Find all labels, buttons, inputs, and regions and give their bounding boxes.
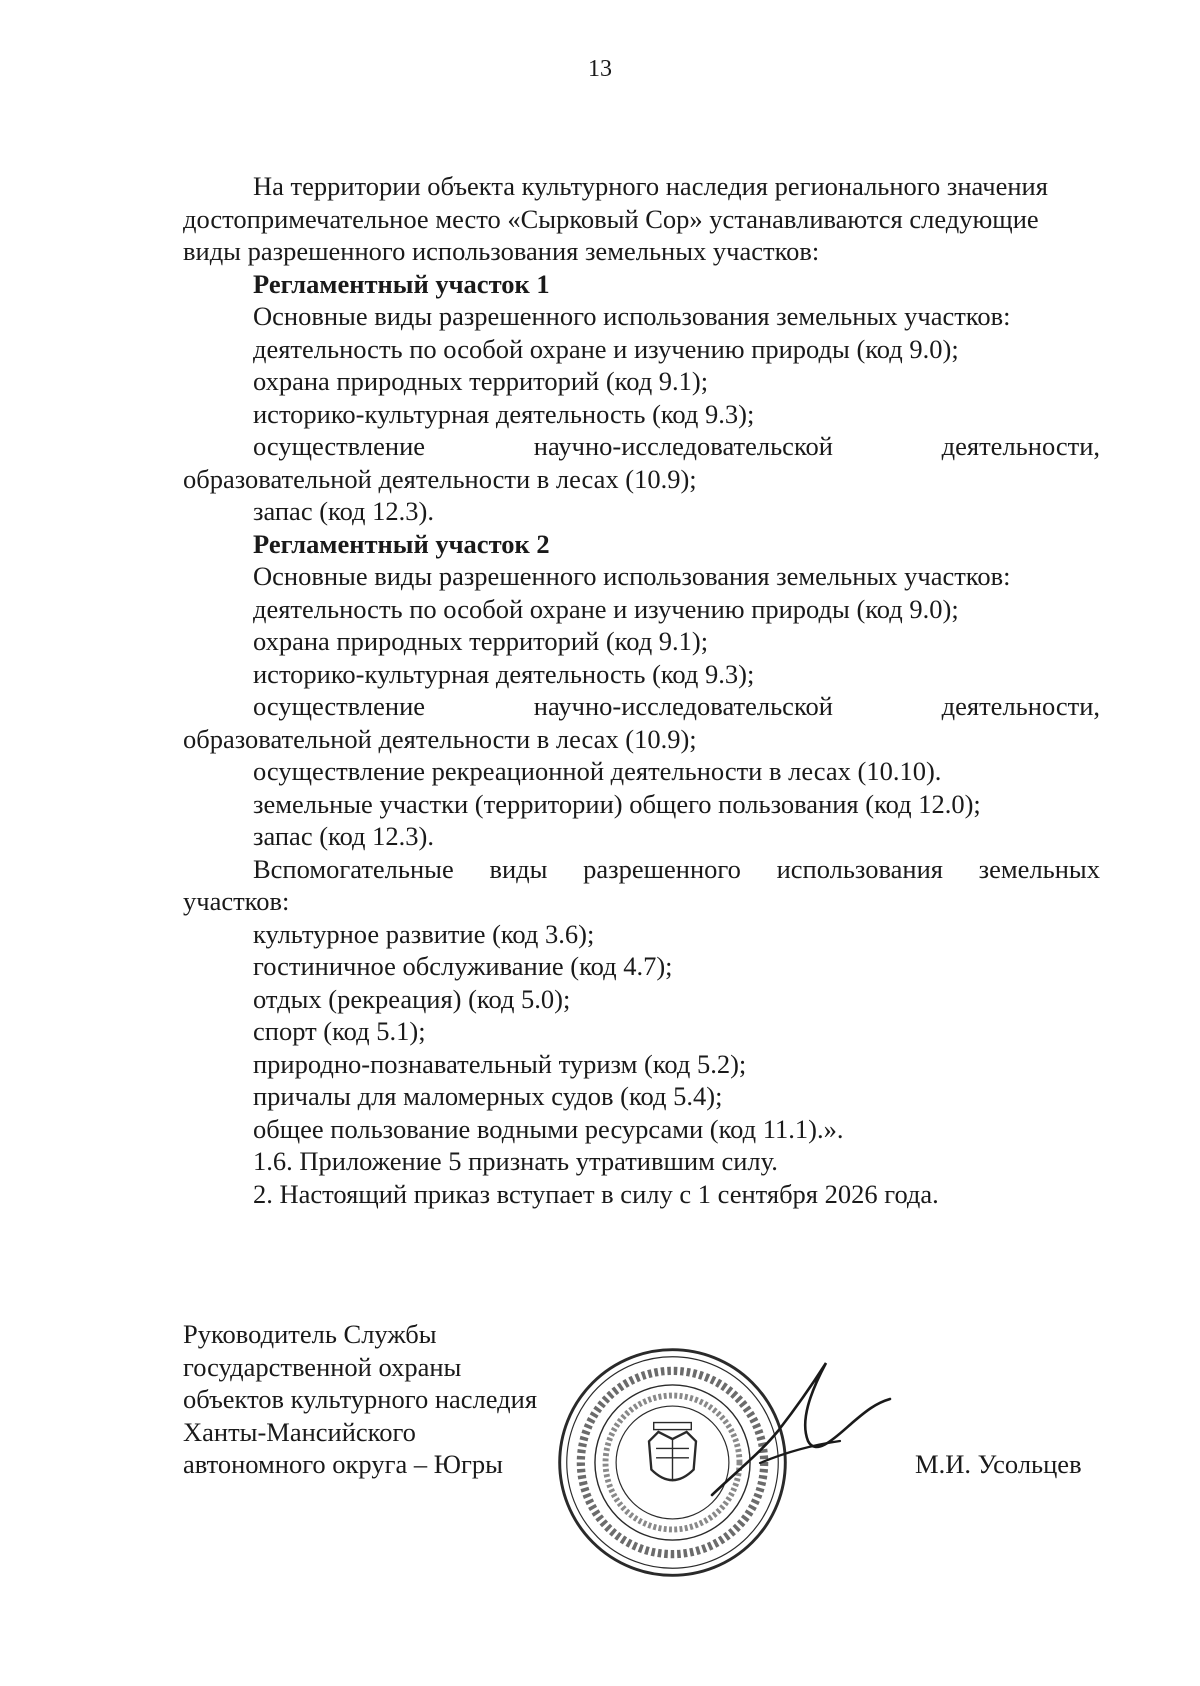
section-2-item: деятельность по особой охране и изучению природы (код 9.0); — [253, 593, 959, 624]
section-2-heading: Регламентный участок 2 — [253, 528, 550, 559]
section-1-heading: Регламентный участок 1 — [253, 268, 550, 299]
section-2-item: запас (код 12.3). — [253, 821, 434, 851]
section-2-main-label: Основные виды разрешенного использования земельных участков: — [253, 561, 1011, 591]
section-1-item: деятельность по особой охране и изучению природы (код 9.0); — [253, 333, 959, 364]
document-body — [183, 170, 1100, 1210]
section-2-item: осуществление рекреационной деятельности в лесах (10.10). — [253, 756, 942, 786]
section-2-aux-item: гостиничное обслуживание (код 4.7); — [253, 951, 673, 981]
section-1-item: историко-культурная деятельность (код 9.3); — [253, 398, 755, 429]
section-1-item-continuation: образовательной деятельности в лесах (10.9); — [183, 463, 697, 494]
section-2-item-continuation: образовательной деятельности в лесах (10.9); — [183, 723, 697, 754]
handwritten-signature-icon — [700, 1345, 900, 1515]
clause-2: 2. Настоящий приказ вступает в силу с 1 сентября 2026 года. — [253, 1178, 939, 1209]
intro-line-2: достопримечательное место «Сырковый Сор» устанавливаются следующие — [183, 203, 1039, 234]
signer-name: М.И. Усольцев — [915, 1449, 1082, 1479]
section-1-main-label: Основные виды разрешенного использования земельных участков: — [253, 301, 1011, 331]
clause-1-6: 1.6. Приложение 5 признать утратившим силу. — [253, 1146, 778, 1176]
section-2-aux-item: спорт (код 5.1); — [253, 1016, 426, 1046]
intro-line-1: На территории объекта культурного наследия регионального значения — [253, 171, 1048, 201]
section-1-item: осуществление научно-исследовательской деятельности, — [253, 431, 1100, 461]
section-2-aux-item: общее пользование водными ресурсами (код 11.1).». — [253, 1113, 844, 1144]
section-2-aux-item: причалы для маломерных судов (код 5.4); — [253, 1081, 723, 1111]
section-1-item: охрана природных территорий (код 9.1); — [253, 366, 709, 396]
section-2-item: историко-культурная деятельность (код 9.3); — [253, 658, 755, 689]
signatory-title-line: объектов культурного наследия — [183, 1384, 538, 1414]
signatory-title-line: Руководитель Службы — [183, 1319, 437, 1349]
intro-line-3: виды разрешенного использования земельных участков: — [183, 236, 820, 266]
section-2-aux-item: отдых (рекреация) (код 5.0); — [253, 983, 571, 1014]
section-2-item: осуществление научно-исследовательской деятельности, — [253, 691, 1100, 721]
section-2-item: земельные участки (территории) общего пользования (код 12.0); — [253, 788, 981, 819]
section-2-aux-item: природно-познавательный туризм (код 5.2); — [253, 1048, 747, 1079]
signatory-title-block — [183, 1318, 537, 1481]
signatory-title-line: автономного округа – Югры — [183, 1449, 503, 1479]
section-2-aux-label-continuation: участков: — [183, 886, 290, 916]
section-1-item: запас (код 12.3). — [253, 496, 434, 526]
section-2-aux-item: культурное развитие (код 3.6); — [253, 918, 595, 949]
section-2-item: охрана природных территорий (код 9.1); — [253, 626, 709, 656]
page-number: 13 — [588, 56, 612, 82]
signatory-title-line: Ханты-Мансийского — [183, 1416, 416, 1447]
section-2-aux-label: Вспомогательные виды разрешенного использования земельных — [253, 853, 1100, 884]
signatory-title-line: государственной охраны — [183, 1351, 462, 1382]
